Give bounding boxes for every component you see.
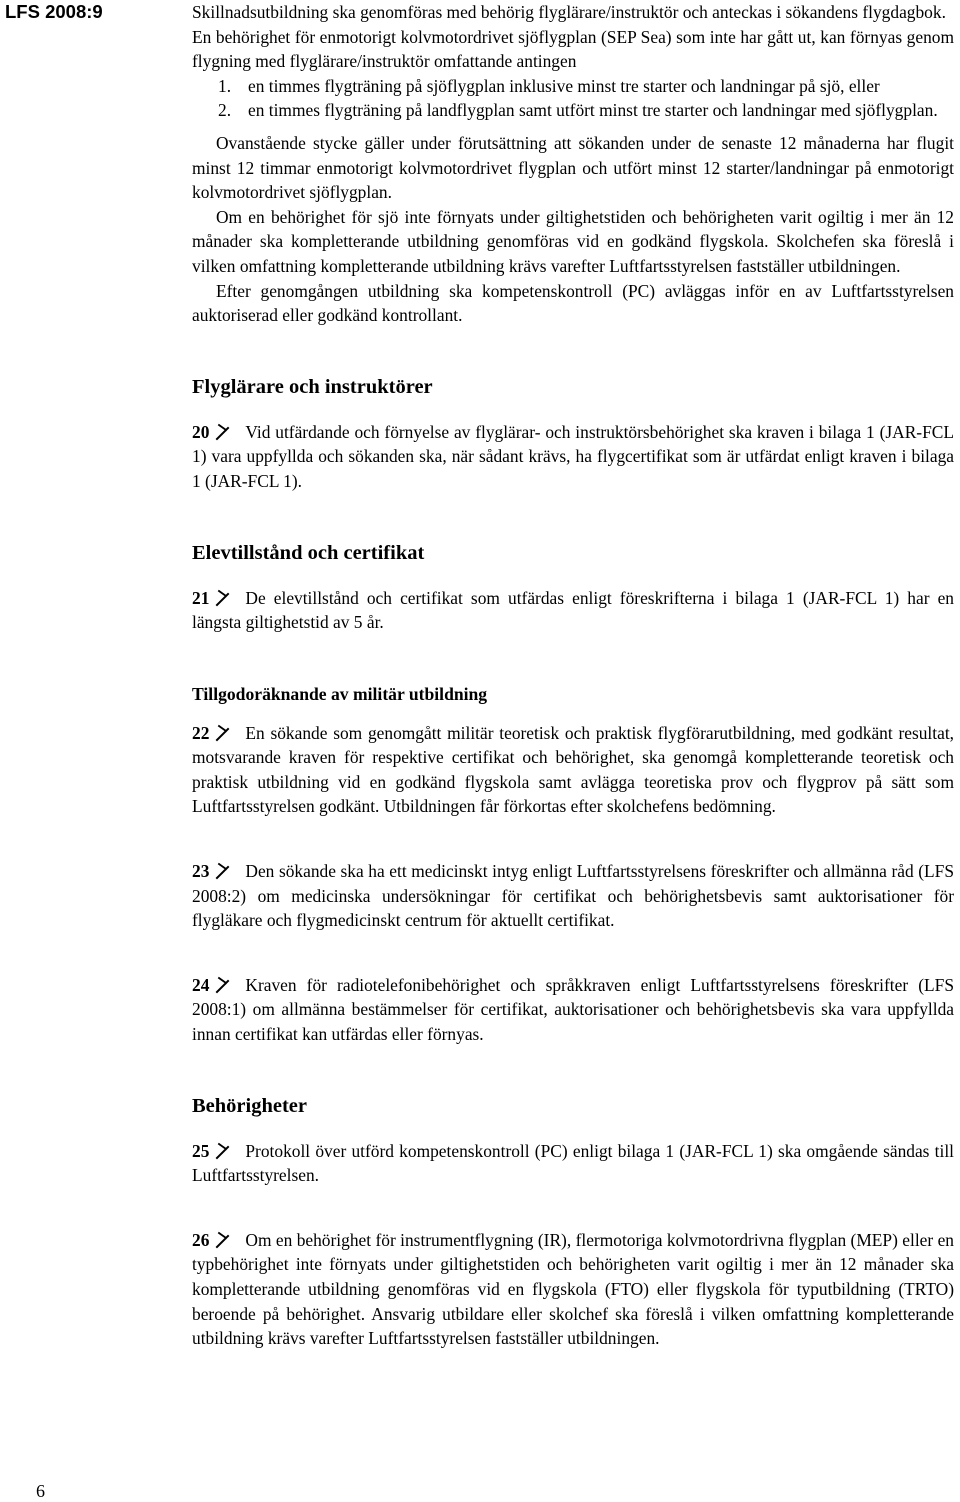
- heading-militar-utbildning: Tillgodoräknande av militär utbildning: [192, 683, 488, 704]
- list-item-text: en timmes flygträning på sjöflygplan inklusive minst tre starter och landningar på sjö, eller: [248, 75, 880, 96]
- paragraph-text: Den sökande ska ha ett medicinskt intyg enligt Luftfartsstyrelsens föreskrifter och allmänna råd (LFS 2008:2) om medicinska undersökningar för certifikat och behörighetsbevis samt auktorisationer för flygläkare och flygmedicinskt centrum för aktuellt certifikat.: [192, 861, 954, 931]
- paragraph-25: [192, 1139, 954, 1188]
- paragraph-number: 25: [192, 1140, 210, 1161]
- list-item-text: en timmes flygträning på landflygplan samt utfört minst tre starter och landningar med sjöflygplan.: [248, 100, 938, 121]
- document-series-label: LFS 2008:9: [5, 1, 103, 22]
- paragraph-26: [192, 1228, 954, 1351]
- section-sign-icon: [215, 1141, 231, 1161]
- intro-paragraph-4: Om en behörighet för sjö inte förnyats under giltighetstiden och behörigheten varit ogiltig i mer än 12 månader ska kompletterande utbildning genomföras vid en godkänd flygskola. Skolchefen ska föreslå i vilken omfattning kompletterande utbildning krävs varefter Luftfartsstyrelsen fastställer utbildningen.: [192, 206, 954, 276]
- section-sign-icon: [215, 975, 231, 995]
- section-sign-icon: [215, 861, 231, 881]
- document-body: [192, 0, 954, 1351]
- paragraph-number: 26: [192, 1229, 210, 1250]
- list-item-number: 2.: [218, 100, 232, 121]
- list-item: [192, 74, 954, 99]
- intro-paragraph-2: En behörighet för enmotorigt kolvmotordrivet sjöflygplan (SEP Sea) som inte har gått ut, kan förnyas genom flygning med flyglärare/instruktör omfattande antingen: [192, 26, 954, 72]
- paragraph-23: [192, 859, 954, 933]
- page-number: 6: [36, 1481, 45, 1501]
- section-sign-icon: [215, 422, 231, 442]
- heading-elevtillstand: Elevtillstånd och certifikat: [192, 541, 425, 564]
- paragraph-text: Protokoll över utförd kompetenskontroll (PC) enligt bilaga 1 (JAR-FCL 1) ska omgående sändas till Luftfartsstyrelsen.: [192, 1140, 954, 1186]
- list-item-number: 1.: [218, 75, 232, 96]
- renewal-options-list: [192, 74, 954, 123]
- section-sign-icon: [215, 1230, 231, 1250]
- heading-behorigheter: Behörigheter: [192, 1094, 307, 1117]
- paragraph-24: [192, 973, 954, 1047]
- paragraph-text: En sökande som genomgått militär teoretisk och praktisk flygförarutbildning, med godkänt resultat, motsvarande kraven för respektive certifikat och behörighet, ska genomgå kompletterande teoretisk och praktisk utbildning vid en godkänd flygskola samt avlägga teoretiska prov och flygprov på sätt som Luftfartsstyrelsen godkänt. Utbildningen får förkortas efter skolchefens bedömning.: [192, 722, 954, 817]
- list-item: [192, 98, 954, 123]
- heading-flyglarare: Flyglärare och instruktörer: [192, 375, 433, 398]
- paragraph-number: 23: [192, 861, 210, 882]
- paragraph-number: 24: [192, 974, 210, 995]
- paragraph-20: [192, 420, 954, 494]
- paragraph-number: 20: [192, 421, 210, 442]
- paragraph-text: De elevtillstånd och certifikat som utfärdas enligt föreskrifterna i bilaga 1 (JAR-FCL 1) har en längsta giltighetstid av 5 år.: [192, 587, 954, 633]
- paragraph-number: 22: [192, 722, 210, 743]
- paragraph-22: [192, 721, 954, 819]
- intro-paragraph-5: Efter genomgången utbildning ska kompetenskontroll (PC) avläggas inför en av Luftfartsstyrelsen auktoriserad eller godkänd kontrollant.: [192, 280, 954, 326]
- paragraph-21: [192, 586, 954, 635]
- paragraph-number: 21: [192, 587, 210, 608]
- section-sign-icon: [215, 588, 231, 608]
- paragraph-text: Kraven för radiotelefonibehörighet och språkkraven enligt Luftfartsstyrelsens föreskrifter (LFS 2008:1) om allmänna bestämmelser för certifikat, auktorisationer och behörighetsbevis ska vara uppfyllda innan certifikat kan utfärdas eller förnyas.: [192, 974, 954, 1045]
- section-sign-icon: [215, 723, 231, 743]
- intro-paragraph-3: Ovanstående stycke gäller under förutsättning att sökanden under de senaste 12 månaderna har flugit minst 12 timmar enmotorigt kolvmotordrivet flygplan och utfört minst 12 starter/landningar på enmotorigt kolvmotordrivet sjöflygplan.: [192, 132, 954, 203]
- paragraph-text: Vid utfärdande och förnyelse av flyglärar- och instruktörsbehörighet ska kraven i bilaga 1 (JAR-FCL 1) vara uppfyllda och sökanden ska, när sådant krävs, ha flygcertifikat som är utfärdat enligt kraven i bilaga 1 (JAR-FCL 1).: [192, 421, 954, 491]
- intro-paragraph-1: Skillnadsutbildning ska genomföras med behörig flyglärare/instruktör och anteckas i sökandens flygdagbok.: [192, 2, 946, 22]
- paragraph-text: Om en behörighet för instrumentflygning (IR), flermotoriga kolvmotordrivna flygplan (MEP) eller en typbehörighet inte förnyats under giltighetstiden och behörigheten varit ogiltig i mer än 12 månader ska kompletterande utbildning genomföras vid en flygskola (FTO) eller flygskola för typutbildning (TRTO) beroende på behörighet. Ansvarig utbildare eller skolchef ska föreslå i vilken omfattning kompletterande utbildning krävs varefter Luftfartsstyrelsen fastställer utbildningen.: [192, 1229, 954, 1349]
